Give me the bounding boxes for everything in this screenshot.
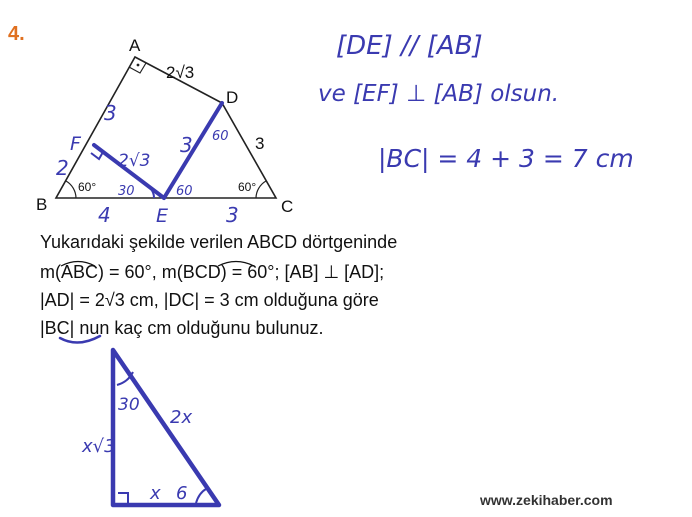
- edge-label-dc: 3: [255, 134, 265, 153]
- problem-line-1: Yukarıdaki şekilde verilen ABCD dörtgeninde: [40, 232, 398, 252]
- sketch-angle-top: 30: [118, 395, 140, 415]
- quadrilateral-figure: [36, 36, 293, 216]
- segment-de: [164, 103, 222, 198]
- vertex-label-d: D: [226, 88, 239, 107]
- vertex-label-e: E: [156, 205, 169, 227]
- handwritten-notes: [318, 31, 634, 173]
- sketch-left-leg: x√3: [82, 436, 116, 457]
- problem-line-3: |AD| = 2√3 cm, |DC| = 3 cm olduğuna göre: [40, 290, 379, 310]
- figure-handwriting: [56, 101, 239, 227]
- vertex-label-a: A: [129, 36, 141, 55]
- question-number: 4.: [8, 23, 25, 45]
- annotation-de: 3: [180, 133, 193, 157]
- note-line-2: ve [EF] ⊥ [AB] olsun.: [318, 81, 560, 107]
- note-line-3: |BC| = 4 + 3 = 7 cm: [378, 144, 634, 173]
- annotation-ec: 3: [226, 203, 239, 227]
- note-line-1: [DE] // [AB]: [336, 31, 483, 61]
- sketch-triangle: [113, 350, 219, 505]
- annotation-fe: 2√3: [118, 151, 151, 171]
- angle-arc-c: [256, 181, 266, 198]
- right-angle-mark-f: [91, 152, 103, 159]
- annotation-be: 4: [98, 203, 111, 227]
- angle-arc-b: [66, 181, 76, 198]
- edge-label-ad: 2√3: [166, 63, 195, 82]
- annotation-af: 3: [104, 101, 117, 125]
- problem-line-2: m(ABC) = 60°, m(BCD) = 60°; [AB] ⊥ [AD];: [40, 262, 385, 282]
- right-angle-dot-a: [137, 64, 140, 67]
- sketch-angle-bottom: 6: [176, 483, 188, 504]
- problem-text: [40, 232, 397, 343]
- annotation-angle-edc: 60: [212, 129, 229, 144]
- watermark: www.zekihaber.com: [480, 492, 613, 508]
- sketch-bottom-leg: x: [150, 483, 161, 504]
- vertex-label-f: F: [70, 133, 81, 155]
- sketch-arc-bottom: [196, 489, 206, 503]
- annotation-fb: 2: [56, 156, 69, 180]
- annotation-angle-bef: 30: [118, 184, 135, 199]
- vertex-label-c: C: [281, 197, 294, 216]
- annotation-angle-dec: 60: [176, 184, 193, 199]
- sketch-hypotenuse: 2x: [170, 407, 193, 428]
- sketch-right-angle: [118, 493, 128, 503]
- triangle-sketch: [81, 350, 219, 505]
- angle-label-b: 60°: [78, 180, 97, 194]
- vertex-label-b: B: [36, 195, 48, 214]
- angle-label-c: 60°: [238, 180, 257, 194]
- problem-line-4: |BC| nun kaç cm olduğunu bulunuz.: [40, 318, 324, 338]
